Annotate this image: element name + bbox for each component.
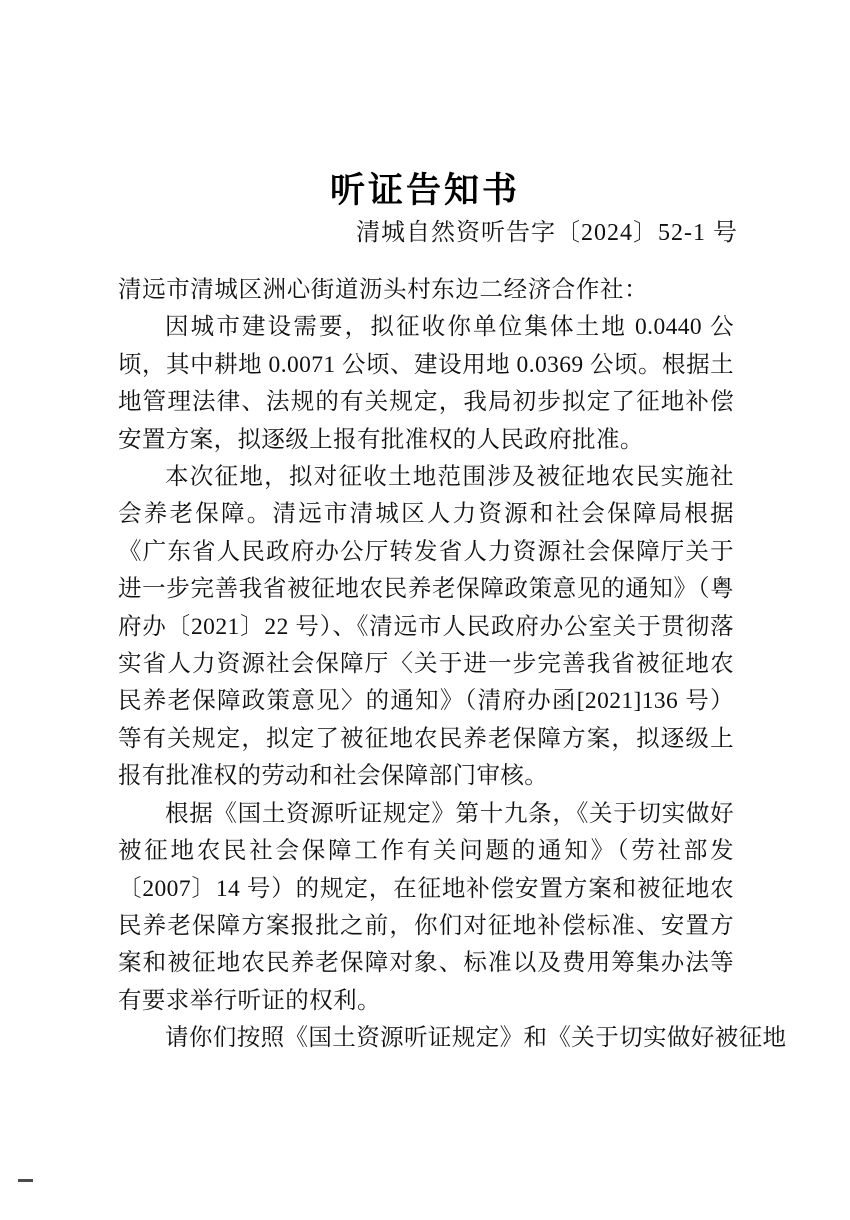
body-paragraph-3: 根据《国土资源听证规定》第十九条，《关于切实做好被征地农民社会保障工作有关问题的通知》（劳社部发〔2007〕14 号）的规定，在征地补偿安置方案和被征地农民养老保障方案报批之前，你们对征地补偿标准、安置方案和被征地农民养老保障对象、标准以及费用筹集办法等有要求举行听证的权利。 bbox=[118, 800, 734, 1014]
page-title: 听证告知书 bbox=[329, 171, 520, 212]
document-serial-number: 清城自然资听告字〔2024〕52-1 号 bbox=[356, 220, 738, 246]
body-paragraph-2: 本次征地，拟对征收土地范围涉及被征地农民实施社会养老保障。清远市清城区人力资源和社会保障局根据《广东省人民政府办公厅转发省人力资源社会保障厅关于进一步完善我省被征地农民养老保障政策意见的通知》（粤府办〔2021〕22 号）、《清远市人民政府办公室关于贯彻落实省人力资源社会保障厅〈关于进一步完善我省被征地农民养老保障政策意见〉的通知》（清府办函[2021]136 号）等有关规定，拟定了被征地农民养老保障方案，拟逐级上报有批准权的劳动和社会保障部门审核。 bbox=[118, 464, 734, 790]
body-paragraph-1: 因城市建设需要，拟征收你单位集体土地 0.0440 公顷，其中耕地 0.0071 公顷、建设用地 0.0369 公顷。根据土地管理法律、法规的有关规定，我局初步拟定了征地补偿安置方案，拟逐级上报有批准权的人民政府批准。 bbox=[118, 314, 734, 453]
body-paragraph-4: 请你们按照《国土资源听证规定》和《关于切实做好被征地 bbox=[165, 1025, 787, 1052]
scan-artifact-mark bbox=[18, 1179, 33, 1182]
document-body bbox=[118, 272, 787, 1058]
addressee-line: 清远市清城区洲心街道沥头村东边二经济合作社： bbox=[118, 277, 649, 303]
